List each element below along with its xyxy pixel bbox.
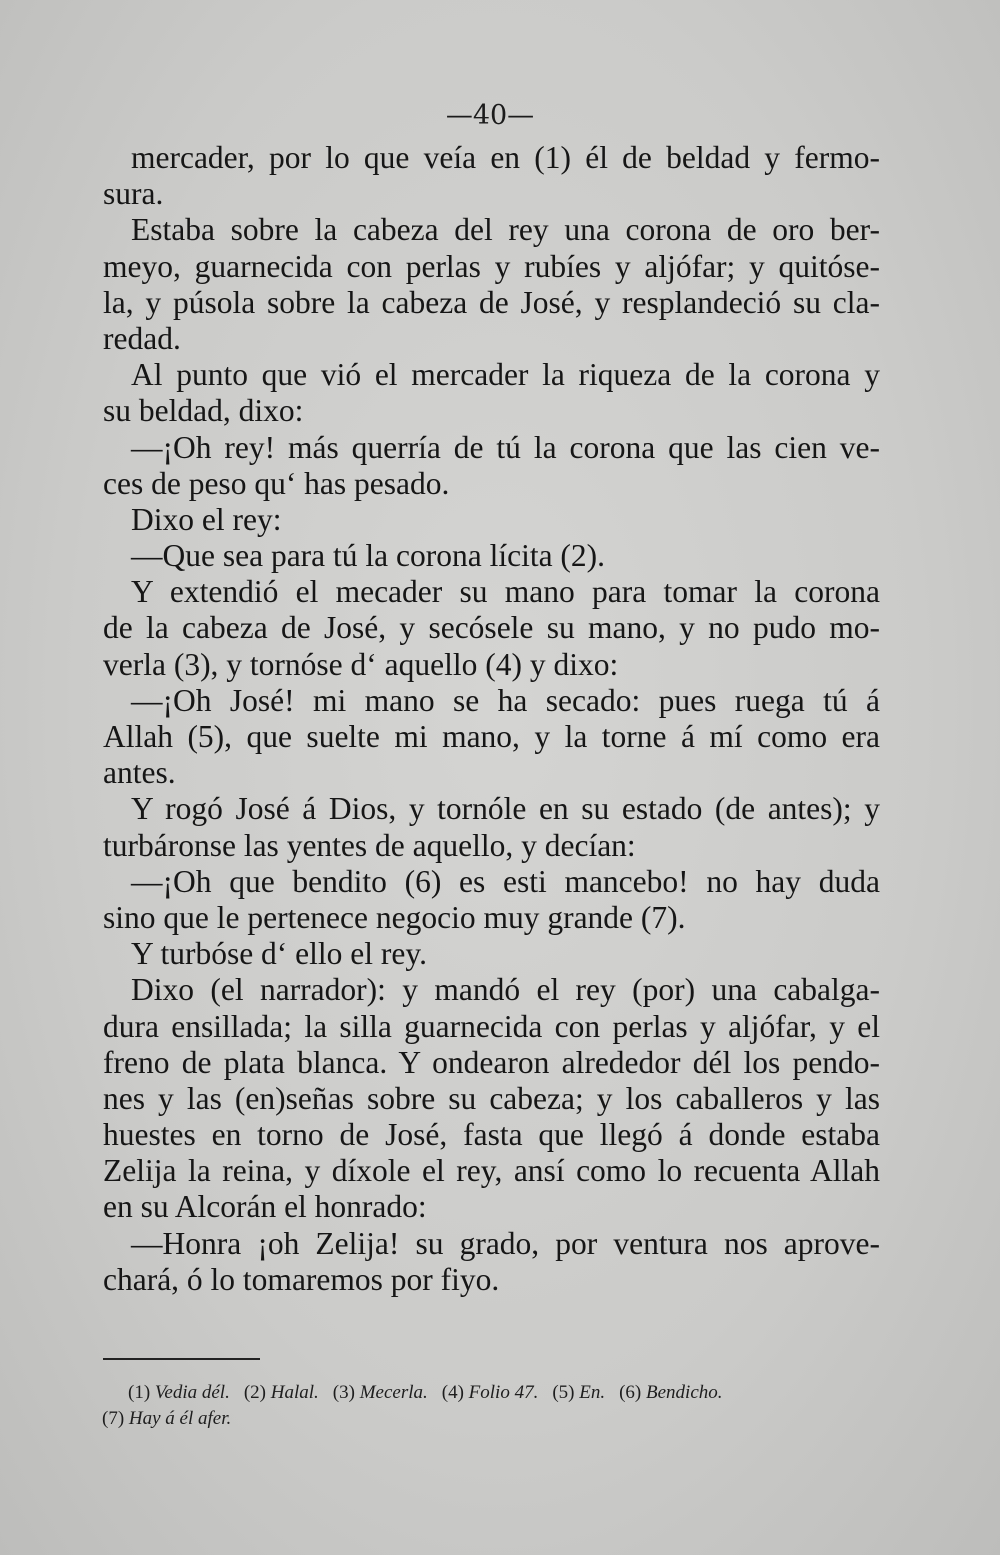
- text-line: la, y púsola sobre la cabeza de José, y resplandeció su cla-: [103, 284, 880, 320]
- text-line: —¡Oh que bendito (6) es esti mancebo! no hay duda: [131, 863, 880, 899]
- text-line: freno de plata blanca. Y ondearon alrededor dél los pendo-: [103, 1044, 880, 1080]
- footnote-text: Mecerla.: [359, 1382, 428, 1403]
- footnote: [442, 1382, 539, 1403]
- body-text: [103, 140, 880, 1298]
- text-line: —¡Oh rey! más querría de tú la corona que las cien ve-: [131, 429, 880, 465]
- footnote-text: Folio 47.: [468, 1382, 539, 1403]
- footnote-separator: [103, 1358, 260, 1360]
- text-line: Dixo el rey:: [131, 501, 282, 537]
- footnote-line: [102, 1406, 888, 1432]
- text-line: meyo, guarnecida con perlas y rubíes y aljófar; y quitóse-: [103, 248, 880, 284]
- text-line: Estaba sobre la cabeza del rey una corona de oro ber-: [131, 212, 880, 248]
- footnote-mark: (2): [243, 1382, 266, 1403]
- text-line: de la cabeza de José, y secósele su mano, y no pudo mo-: [103, 610, 880, 646]
- text-line: redad.: [103, 320, 181, 356]
- footnote-mark: (5): [552, 1382, 575, 1403]
- text-line: dura ensillada; la silla guarnecida con perlas y aljófar, y el: [103, 1008, 880, 1044]
- text-line: Al punto que vió el mercader la riqueza de la corona y: [131, 357, 880, 393]
- footnote-text: Vedia dél.: [154, 1382, 230, 1403]
- text-line: —Honra ¡oh Zelija! su grado, por ventura nos aprove-: [131, 1225, 880, 1261]
- text-line: Y turbóse d‘ ello el rey.: [131, 936, 427, 972]
- text-line: mercader, por lo que veía en (1) él de beldad y fermo-: [131, 140, 880, 175]
- footnote: [333, 1382, 428, 1403]
- footnote-line: [128, 1380, 888, 1406]
- text-line: sura.: [103, 176, 164, 212]
- footnote: [128, 1382, 230, 1403]
- text-line: antes.: [103, 755, 176, 791]
- footnote: [552, 1382, 605, 1403]
- page-number: —40—: [445, 100, 535, 131]
- footnote-mark: (6): [619, 1382, 642, 1403]
- text-line: verla (3), y tornóse d‘ aquello (4) y dixo:: [103, 646, 619, 682]
- text-line: Y extendió el mecader su mano para tomar la corona: [131, 574, 880, 610]
- text-line: ces de peso qu‘ has pesado.: [103, 465, 450, 501]
- text-line: en su Alcorán el honrado:: [103, 1189, 427, 1225]
- text-line: chará, ó lo tomaremos por fiyo.: [103, 1261, 500, 1297]
- text-line: su beldad, dixo:: [103, 393, 304, 429]
- footnote: [619, 1382, 722, 1403]
- footnote-text: Halal.: [270, 1382, 319, 1403]
- footnote-mark: (3): [332, 1382, 355, 1403]
- text-line: huestes en torno de José, fasta que llegó á donde estaba: [103, 1117, 880, 1153]
- text-line: Y rogó José á Dios, y tornóle en su estado (de antes); y: [131, 791, 880, 827]
- text-line: —Que sea para tú la corona lícita (2).: [131, 538, 606, 574]
- footnote-text: Hay á él afer.: [128, 1408, 232, 1429]
- footnote-mark: (1): [128, 1382, 151, 1403]
- text-line: Zelija la reina, y díxole el rey, ansí como lo recuenta Allah: [103, 1153, 880, 1189]
- text-line: Allah (5), que suelte mi mano, y la torne á mí como era: [103, 719, 880, 754]
- text-line: sino que le pertenece negocio muy grande (7).: [103, 899, 686, 935]
- text-line: turbáronse las yentes de aquello, y decían:: [103, 827, 636, 863]
- footnote-mark: (7): [102, 1408, 125, 1429]
- footnote-mark: (4): [441, 1382, 464, 1403]
- footnote-text: En.: [579, 1382, 606, 1403]
- footnote-text: Bendicho.: [646, 1382, 723, 1403]
- text-line: nes y las (en)señas sobre su cabeza; y los caballeros y las: [103, 1080, 880, 1116]
- text-line: —¡Oh José! mi mano se ha secado: pues ruega tú á: [131, 682, 880, 718]
- footnotes: [102, 1380, 888, 1432]
- footnote: [244, 1382, 319, 1403]
- text-line: Dixo (el narrador): y mandó el rey (por) una cabalga-: [131, 972, 880, 1008]
- footnote: [102, 1408, 231, 1429]
